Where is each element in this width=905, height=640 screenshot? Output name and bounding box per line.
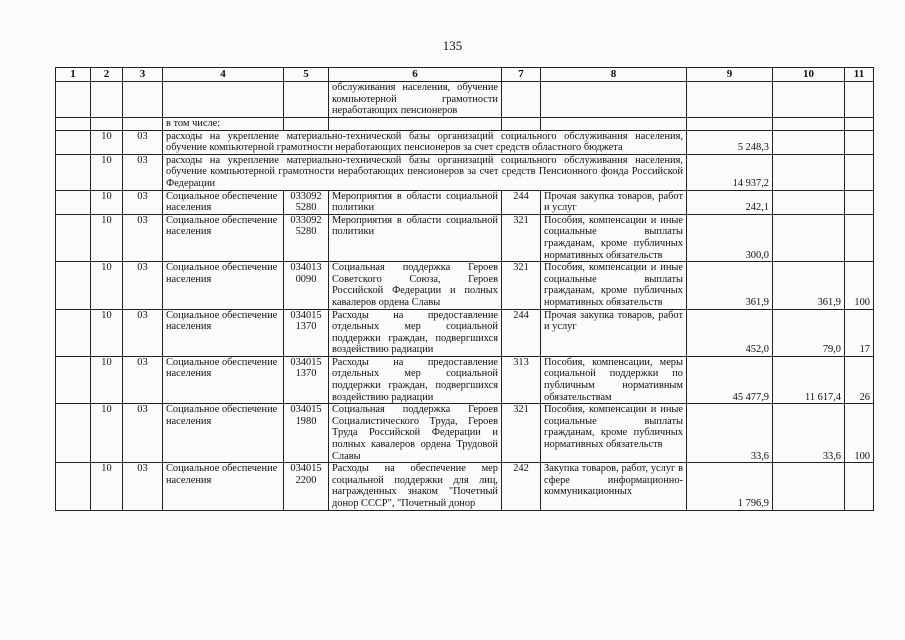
cell-description: Мероприятия в области социальной политики [329, 214, 502, 261]
cell-executed [773, 214, 845, 261]
cell-percent: 100 [845, 262, 874, 309]
budget-table [55, 67, 874, 511]
cell-target-code: 034015 1370 [284, 356, 329, 403]
cell-subsection: 03 [123, 404, 163, 463]
col-header-11: 11 [845, 68, 874, 82]
cell-percent: 100 [845, 404, 874, 463]
cell-span-description: расходы на укрепление материально-технической базы организаций социального обслуживания населения, обучение компьютерной грамотности неработающих пенсионеров за счет средств областного бюджета [163, 130, 687, 154]
table-row [56, 154, 874, 190]
col-header-6: 6 [329, 68, 502, 82]
cell-section: 10 [91, 356, 123, 403]
cell-subsection: 03 [123, 262, 163, 309]
cell-amount: 361,9 [687, 262, 773, 309]
cell-expense-name: Прочая закупка товаров, работ и услуг [541, 190, 687, 214]
cell-section-name: Социальное обеспечение населения [163, 463, 284, 510]
cell-section: 10 [91, 404, 123, 463]
table-row [56, 356, 874, 403]
cell-subsection: 03 [123, 309, 163, 356]
cell-subsection: 03 [123, 130, 163, 154]
continued-row [56, 82, 874, 118]
cell-expense-type: 321 [502, 214, 541, 261]
table-row [56, 309, 874, 356]
cell-description: Расходы на обеспечение мер социальной поддержки для лиц, награжденных знаком "Почетный донор СССР", "Почетный донор [329, 463, 502, 510]
cell-target-code: 034015 1370 [284, 309, 329, 356]
cell-amount: 452,0 [687, 309, 773, 356]
cell-description: обслуживания населения, обучение компьютерной грамотности неработающих пенсионеров [329, 82, 502, 118]
cell-executed: 361,9 [773, 262, 845, 309]
cell-section: 10 [91, 214, 123, 261]
cell-section-name: Социальное обеспечение населения [163, 214, 284, 261]
cell-section: 10 [91, 309, 123, 356]
table-row [56, 262, 874, 309]
cell-amount: 14 937,2 [687, 154, 773, 190]
cell-section-name: Социальное обеспечение населения [163, 404, 284, 463]
cell-expense-type: 244 [502, 190, 541, 214]
page-number: 135 [442, 38, 463, 53]
cell-executed [773, 190, 845, 214]
cell-expense-name: Закупка товаров, работ, услуг в сфере информационно-коммуникационных [541, 463, 687, 510]
cell-expense-type: 321 [502, 262, 541, 309]
cell-description: Мероприятия в области социальной политики [329, 190, 502, 214]
cell-span-description: расходы на укрепление материально-технической базы организаций социального обслуживания населения, обучение компьютерной грамотности неработающих пенсионеров за счет средств Пенсионного фонда Российской Федерации [163, 154, 687, 190]
cell-target-code: 033092 5280 [284, 214, 329, 261]
table-row [56, 130, 874, 154]
cell-description: Социальная поддержка Героев Социалистического Труда, Героев Труда Российской Федерации и полных кавалеров ордена Трудовой Славы [329, 404, 502, 463]
col-header-8: 8 [541, 68, 687, 82]
cell-percent: 17 [845, 309, 874, 356]
cell-expense-type: 244 [502, 309, 541, 356]
cell-subsection: 03 [123, 463, 163, 510]
cell-expense-name: Пособия, компенсации и иные социальные выплаты гражданам, кроме публичных нормативных обязательств [541, 262, 687, 309]
header-row [56, 68, 874, 82]
cell-section: 10 [91, 463, 123, 510]
cell-amount: 242,1 [687, 190, 773, 214]
cell-executed: 11 617,4 [773, 356, 845, 403]
cell-amount: 300,0 [687, 214, 773, 261]
cell-amount: 5 248,3 [687, 130, 773, 154]
cell-percent [845, 214, 874, 261]
cell-section-name: Социальное обеспечение населения [163, 190, 284, 214]
cell-section: 10 [91, 190, 123, 214]
cell-amount: 45 477,9 [687, 356, 773, 403]
cell-description: Социальная поддержка Героев Советского Союза, Героев Российской Федерации и полных кавалеров ордена Славы [329, 262, 502, 309]
cell-target-code: 033092 5280 [284, 190, 329, 214]
col-header-5: 5 [284, 68, 329, 82]
cell-section-name: Социальное обеспечение населения [163, 262, 284, 309]
cell-subsection: 03 [123, 214, 163, 261]
cell-percent: 26 [845, 356, 874, 403]
cell-expense-name: Пособия, компенсации, меры социальной поддержки по публичным нормативным обязательствам [541, 356, 687, 403]
cell-executed: 79,0 [773, 309, 845, 356]
cell-amount: 33,6 [687, 404, 773, 463]
cell-executed: 33,6 [773, 404, 845, 463]
cell-expense-name: Пособия, компенсации и иные социальные выплаты гражданам, кроме публичных нормативных обязательств [541, 214, 687, 261]
cell-percent [845, 190, 874, 214]
cell-executed [773, 463, 845, 510]
col-header-10: 10 [773, 68, 845, 82]
cell-subsection: 03 [123, 190, 163, 214]
cell-expense-name: Пособия, компенсации и иные социальные выплаты гражданам, кроме публичных нормативных обязательств [541, 404, 687, 463]
cell-target-code: 034013 0090 [284, 262, 329, 309]
col-header-3: 3 [123, 68, 163, 82]
col-header-2: 2 [91, 68, 123, 82]
col-header-7: 7 [502, 68, 541, 82]
cell-amount: 1 796,9 [687, 463, 773, 510]
cell-target-code: 034015 1980 [284, 404, 329, 463]
table-row [56, 214, 874, 261]
cell-description: Расходы на предоставление отдельных мер социальной поддержки граждан, подвергшихся воздействию радиации [329, 356, 502, 403]
cell-subsection: 03 [123, 154, 163, 190]
col-header-4: 4 [163, 68, 284, 82]
cell-section: 10 [91, 262, 123, 309]
cell-target-code: 034015 2200 [284, 463, 329, 510]
col-header-1: 1 [56, 68, 91, 82]
cell-expense-type: 313 [502, 356, 541, 403]
cell-section-name: Социальное обеспечение населения [163, 356, 284, 403]
cell-percent [845, 463, 874, 510]
in-total-label: в том числе: [163, 118, 284, 131]
col-header-9: 9 [687, 68, 773, 82]
in-total-row [56, 118, 874, 131]
cell-expense-type: 242 [502, 463, 541, 510]
table-row [56, 404, 874, 463]
cell-subsection: 03 [123, 356, 163, 403]
cell-section: 10 [91, 130, 123, 154]
table-row [56, 190, 874, 214]
table-row [56, 463, 874, 510]
cell-description: Расходы на предоставление отдельных мер социальной поддержки граждан, подвергшихся воздействию радиации [329, 309, 502, 356]
cell-section-name: Социальное обеспечение населения [163, 309, 284, 356]
cell-section: 10 [91, 154, 123, 190]
cell-expense-name: Прочая закупка товаров, работ и услуг [541, 309, 687, 356]
cell-expense-type: 321 [502, 404, 541, 463]
